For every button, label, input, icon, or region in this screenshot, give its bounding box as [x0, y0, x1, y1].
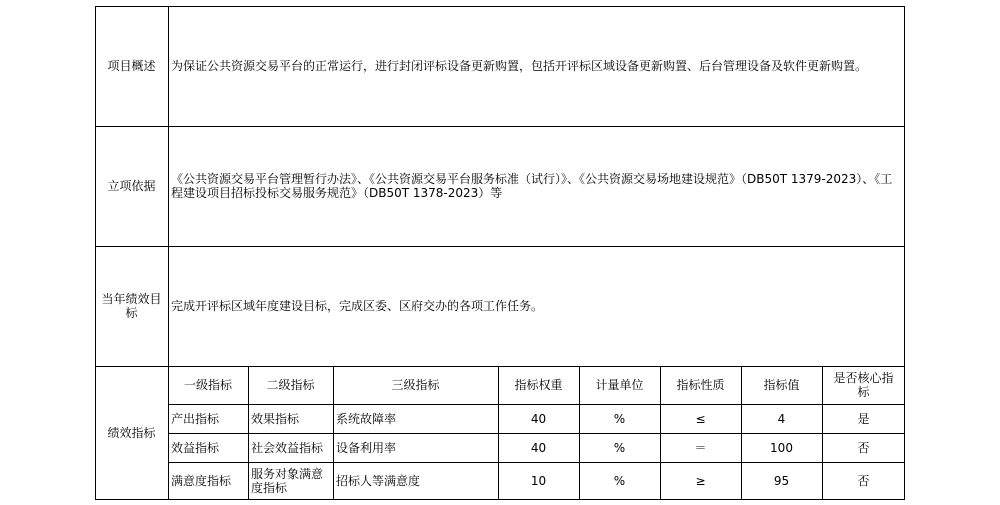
row1-level2: 效果指标 — [251, 411, 300, 426]
row3-unit: % — [613, 474, 626, 488]
header-weight: 指标权重 — [514, 378, 563, 392]
header-core: 是否核心指标 — [833, 371, 894, 399]
row1-weight: 40 — [530, 411, 547, 426]
grid-line — [168, 433, 905, 434]
row3-weight: 10 — [530, 474, 547, 488]
header-value: 指标值 — [763, 378, 800, 392]
row2-core: 否 — [857, 440, 870, 455]
header-unit: 计量单位 — [595, 378, 644, 392]
goal-text: 完成开评标区域年度建设目标，完成区委、区府交办的各项工作任务。 — [171, 299, 544, 313]
overview-text: 为保证公共资源交易平台的正常运行，进行封闭评标设备更新购置，包括开评标区域设备更新购置、后台管理设备及软件更新购置。 — [171, 59, 868, 73]
goal-label: 当年绩效目标 — [101, 292, 162, 320]
header-nature: 指标性质 — [676, 378, 725, 392]
basis-text: 《公共资源交易平台管理暂行办法》、《公共资源交易平台服务标准（试行）》、《公共资源交易场地建设规范》（DB50T 1379-2023）、《工程建设项目招标投标交易服务规范》（DB50T 1378-2023）等 — [171, 172, 893, 200]
grid-line — [579, 366, 580, 500]
row2-nature: ＝ — [694, 440, 707, 455]
grid-line — [498, 366, 499, 500]
row1-nature: ≤ — [695, 411, 706, 426]
overview-label: 项目概述 — [107, 59, 156, 73]
grid-line — [95, 6, 905, 7]
grid-line — [660, 366, 661, 500]
basis-label: 立项依据 — [107, 179, 156, 193]
header-level1: 一级指标 — [183, 378, 232, 392]
project-info-table — [95, 6, 905, 500]
row3-level2: 服务对象满意度指标 — [251, 467, 324, 495]
grid-line — [822, 366, 823, 500]
grid-line — [168, 404, 905, 405]
row1-level1: 产出指标 — [171, 411, 220, 426]
grid-line — [95, 6, 96, 500]
row2-level3: 设备利用率 — [336, 440, 397, 455]
grid-line — [741, 366, 742, 500]
header-level3: 三级指标 — [391, 378, 440, 392]
row3-level1: 满意度指标 — [171, 474, 232, 488]
grid-line — [904, 6, 905, 500]
row1-value: 4 — [777, 411, 786, 426]
row3-core: 否 — [857, 474, 870, 488]
row3-level3: 招标人等满意度 — [336, 474, 421, 488]
row3-value: 95 — [773, 474, 790, 488]
row2-level1: 效益指标 — [171, 440, 220, 455]
row1-level3: 系统故障率 — [336, 411, 397, 426]
grid-line — [95, 499, 905, 500]
row2-weight: 40 — [530, 440, 547, 455]
row2-value: 100 — [770, 440, 793, 455]
grid-line — [95, 126, 905, 127]
row1-unit: % — [613, 411, 626, 426]
grid-line — [333, 366, 334, 500]
perf-label: 绩效指标 — [107, 426, 156, 440]
grid-line — [95, 366, 905, 367]
grid-line — [95, 246, 905, 247]
row2-level2: 社会效益指标 — [251, 440, 324, 455]
grid-line — [168, 462, 905, 463]
grid-line — [168, 6, 169, 500]
row2-unit: % — [613, 440, 626, 455]
grid-line — [248, 366, 249, 500]
row1-core: 是 — [857, 411, 870, 426]
header-level2: 二级指标 — [266, 378, 315, 392]
row3-nature: ≥ — [695, 474, 706, 488]
